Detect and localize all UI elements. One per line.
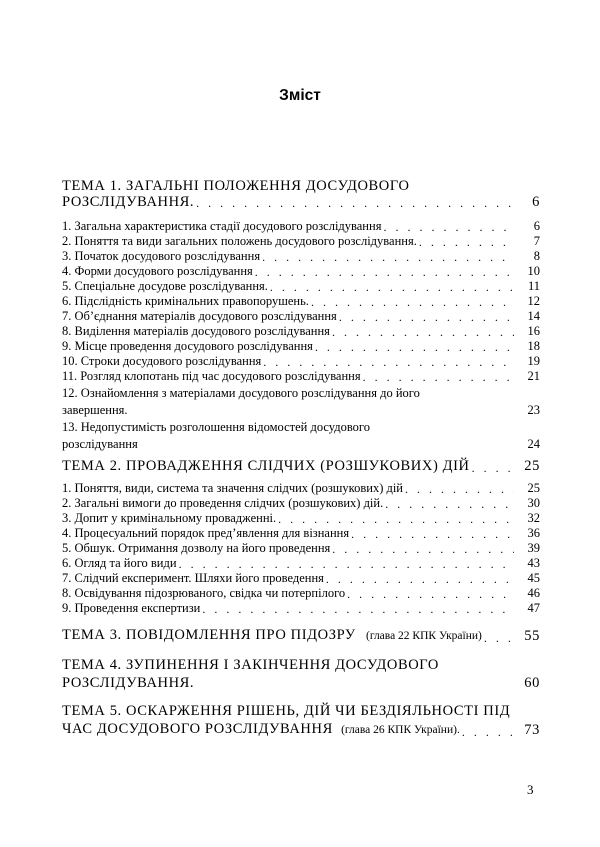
- leader-dots: [262, 250, 514, 264]
- table-of-contents: [62, 178, 540, 739]
- toc-page-number: 60: [524, 675, 540, 691]
- toc-item-text: завершення.: [62, 403, 128, 417]
- toc-item-multiline: [62, 420, 540, 452]
- toc-item-text: 3. Початок досудового розслідування: [62, 249, 261, 263]
- toc-page-number: 12: [527, 294, 540, 308]
- toc-page-number: 19: [527, 354, 540, 368]
- toc-page-number: 32: [527, 511, 540, 525]
- toc-topic-1-line1: ТЕМА 1. ЗАГАЛЬНІ ПОЛОЖЕННЯ ДОСУДОВОГО: [62, 178, 410, 194]
- toc-item-text: 5. Обшук. Отримання дозволу на його проведення: [62, 541, 331, 555]
- leader-dots: [326, 572, 514, 586]
- toc-item: [62, 294, 540, 309]
- toc-item-text: 3. Допит у кримінальному провадженні.: [62, 511, 277, 525]
- toc-page-number: 39: [527, 541, 540, 555]
- toc-item: [62, 481, 540, 496]
- toc-item: [62, 339, 540, 354]
- toc-topic-4: [62, 656, 540, 692]
- toc-topic-5: [62, 702, 540, 739]
- toc-topic-text: ТЕМА 5. ОСКАРЖЕННЯ РІШЕНЬ, ДІЙ ЧИ БЕЗДІЯЛЬНОСТІ ПІД: [62, 703, 511, 719]
- toc-topic-note: (глава 26 КПК України).: [341, 724, 460, 736]
- toc-item: [62, 496, 540, 511]
- toc-topic-text: ТЕМА 4. ЗУПИНЕННЯ І ЗАКІНЧЕННЯ ДОСУДОВОГО: [62, 657, 439, 673]
- toc-page-number: 55: [524, 628, 540, 644]
- leader-dots: [363, 370, 514, 384]
- page-number: 3: [527, 782, 534, 797]
- leader-dots: [196, 196, 514, 210]
- leader-dots: [383, 220, 514, 234]
- toc-item-text: 10. Строки досудового розслідування: [62, 354, 262, 368]
- toc-item: [62, 264, 540, 279]
- toc-topic-text: ТЕМА 2. ПРОВАДЖЕННЯ СЛІДЧИХ (РОЗШУКОВИХ) ДІЙ: [62, 458, 470, 474]
- toc-page-number: 6: [533, 219, 540, 233]
- leader-dots: [385, 497, 514, 511]
- toc-item-text: 11. Розгляд клопотань під час досудового розслідування: [62, 369, 361, 383]
- toc-item-text: 4. Процесуальний порядок пред’явлення для візнання: [62, 526, 350, 540]
- toc-item-text: 13. Недопустимість розголошення відомостей досудового: [62, 420, 370, 434]
- leader-dots: [484, 631, 514, 645]
- toc-page-number: 16: [527, 324, 540, 338]
- leader-dots: [270, 280, 514, 294]
- toc-page-number: 30: [527, 496, 540, 510]
- leader-dots: [263, 355, 514, 369]
- leader-dots: [351, 527, 514, 541]
- toc-item-text: 7. Об’єднання матеріалів досудового розслідування: [62, 309, 337, 323]
- toc-page-number: 25: [524, 458, 540, 474]
- toc-page-number: 43: [527, 556, 540, 570]
- leader-dots: [332, 542, 514, 556]
- leader-dots: [405, 482, 514, 496]
- toc-item: [62, 279, 540, 294]
- toc-page-number: 11: [527, 279, 540, 293]
- toc-item-text: 12. Ознайомлення з матеріалами досудового розслідування до його: [62, 386, 420, 400]
- toc-page-number: 18: [527, 339, 540, 353]
- toc-page-number: 10: [527, 264, 540, 278]
- toc-item: [62, 586, 540, 601]
- toc-page-number: 8: [533, 249, 540, 263]
- toc-item-text: 6. Підслідність кримінальних правопорушень.: [62, 294, 309, 308]
- toc-topic-2: [62, 457, 540, 475]
- toc-topic-3: [62, 626, 540, 645]
- leader-dots: [339, 310, 514, 324]
- toc-item: [62, 249, 540, 264]
- leader-dots: [315, 340, 514, 354]
- toc-topic-text: ЧАС ДОСУДОВОГО РОЗСЛІДУВАННЯ: [62, 721, 333, 737]
- toc-page-number: 24: [527, 437, 540, 451]
- toc-item-text: розслідування: [62, 437, 138, 451]
- toc-topic-1: [62, 178, 540, 210]
- toc-item-text: 2. Поняття та види загальних положень досудового розслідування.: [62, 234, 417, 248]
- toc-item-text: 4. Форми досудового розслідування: [62, 264, 253, 278]
- toc-item-text: 8. Освідування підозрюваного, свідка чи потерпілого: [62, 586, 346, 600]
- leader-dots: [202, 602, 514, 616]
- toc-item: [62, 219, 540, 234]
- toc-page-number: 6: [532, 194, 540, 210]
- toc-item: [62, 511, 540, 526]
- toc-item: [62, 369, 540, 384]
- leader-dots: [278, 512, 514, 526]
- toc-item-text: 2. Загальні вимоги до проведення слідчих (розшукових) дій.: [62, 496, 384, 510]
- toc-item-text: 6. Огляд та його види: [62, 556, 177, 570]
- page-title: Зміст: [279, 87, 321, 104]
- toc-page-number: 7: [533, 234, 540, 248]
- toc-topic-text: ТЕМА 3. ПОВІДОМЛЕННЯ ПРО ПІДОЗРУ: [62, 627, 356, 643]
- toc-item: [62, 541, 540, 556]
- toc-item: [62, 526, 540, 541]
- toc-page-number: 46: [527, 586, 540, 600]
- toc-item-multiline: [62, 386, 540, 418]
- toc-topic-note: (глава 22 КПК України): [365, 630, 482, 642]
- toc-page-number: 45: [527, 571, 540, 585]
- toc-item-text: 9. Проведення експертизи: [62, 601, 201, 615]
- toc-page-number: 36: [527, 526, 540, 540]
- leader-dots: [332, 325, 514, 339]
- toc-item: [62, 324, 540, 339]
- toc-item-text: 1. Загальна характеристика стадії досудового розслідування: [62, 219, 382, 233]
- toc-page-number: 14: [527, 309, 540, 323]
- toc-page-number: 21: [527, 369, 540, 383]
- leader-dots: [255, 265, 514, 279]
- toc-topic-text: РОЗСЛІДУВАННЯ.: [62, 675, 195, 691]
- toc-item-text: 9. Місце проведення досудового розслідування: [62, 339, 313, 353]
- leader-dots: [472, 461, 514, 475]
- toc-item-text: 7. Слідчий експеримент. Шляхи його проведення: [62, 571, 324, 585]
- toc-item: [62, 601, 540, 616]
- toc-item: [62, 354, 540, 369]
- toc-topic-1-line2: РОЗСЛІДУВАННЯ.: [62, 194, 195, 210]
- leader-dots: [347, 587, 514, 601]
- toc-page-number: 23: [527, 403, 540, 417]
- toc-item: [62, 309, 540, 324]
- toc-item-text: 5. Спеціальне досудове розслідування.: [62, 279, 268, 293]
- toc-page-number: 25: [527, 481, 540, 495]
- leader-dots: [311, 295, 514, 309]
- leader-dots: [462, 725, 514, 739]
- toc-item-text: 8. Виділення матеріалів досудового розслідування: [62, 324, 330, 338]
- leader-dots: [419, 235, 514, 249]
- toc-page-number: 73: [524, 722, 540, 738]
- toc-page-number: 47: [527, 601, 540, 615]
- toc-item: [62, 234, 540, 249]
- toc-item: [62, 571, 540, 586]
- leader-dots: [179, 557, 514, 571]
- toc-item: [62, 556, 540, 571]
- toc-item-text: 1. Поняття, види, система та значення слідчих (розшукових) дій: [62, 481, 403, 495]
